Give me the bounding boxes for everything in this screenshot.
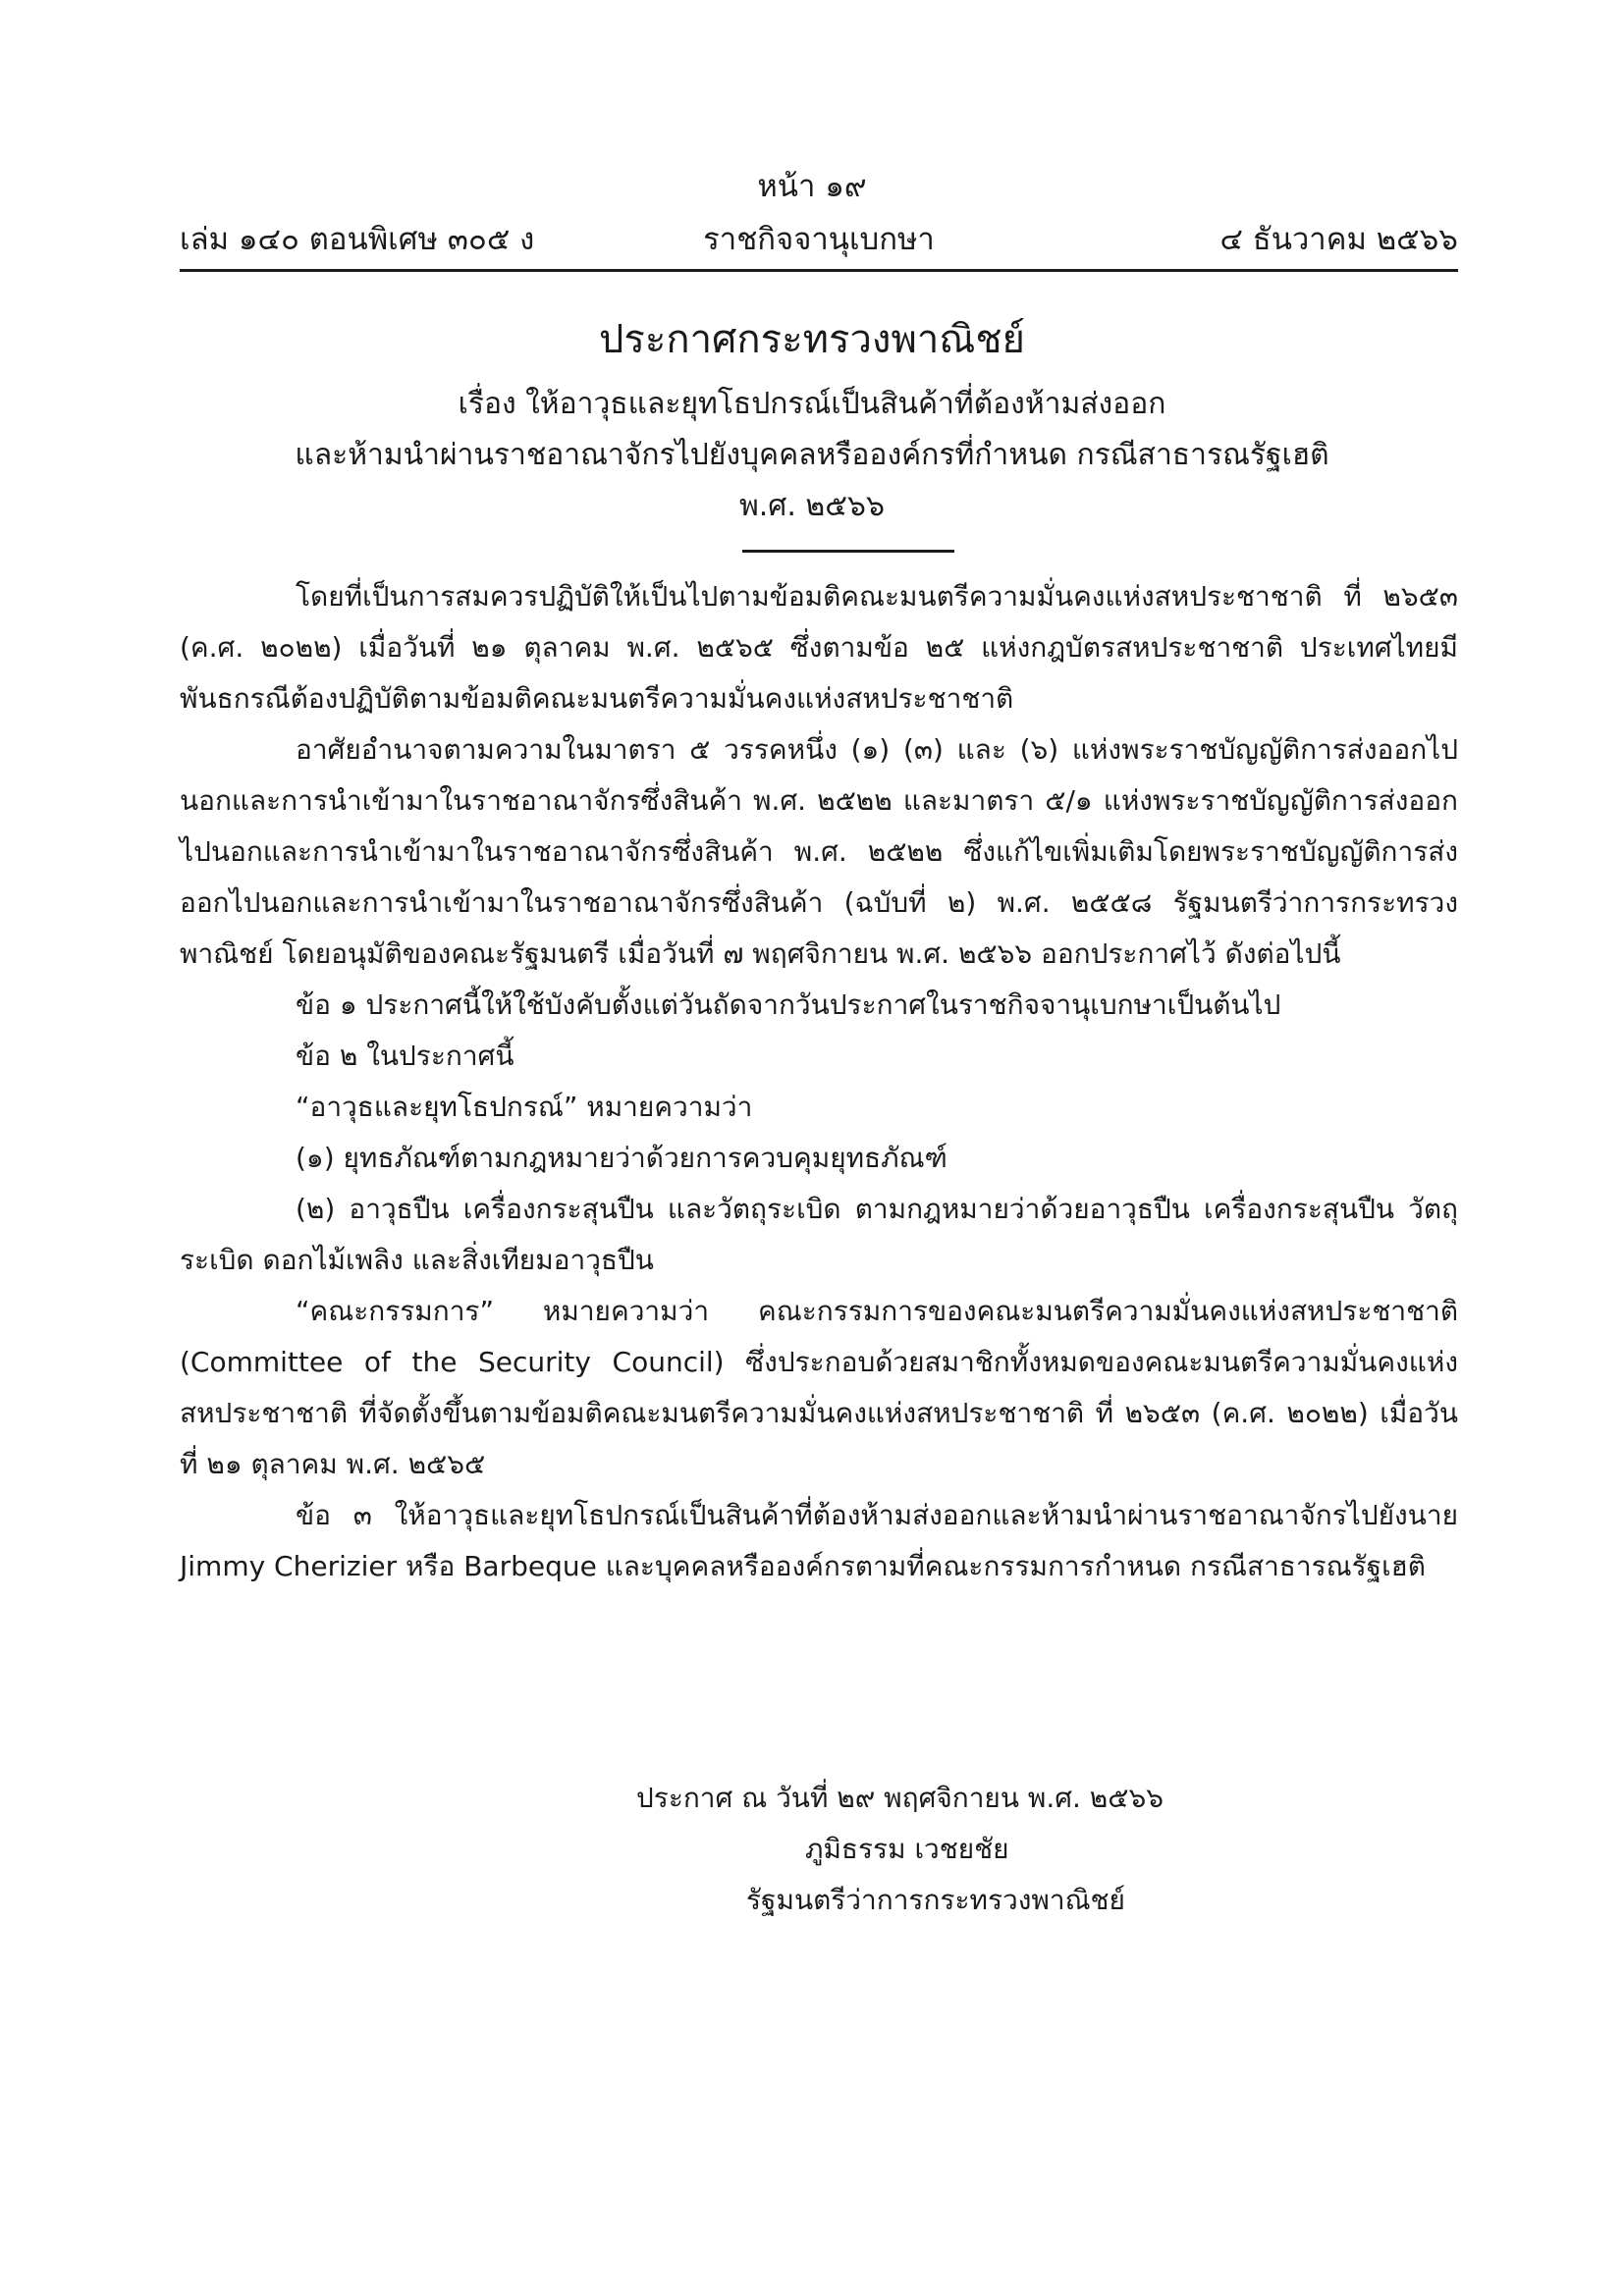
gazette-header [180,218,1458,261]
title-divider [742,550,954,553]
subject-line-2: และห้ามนำผ่านราชอาณาจักรไปยังบุคคลหรือองค์กรที่กำหนด กรณีสาธารณรัฐเฮติ [295,438,1329,472]
announcement-title: ประกาศกระทรวงพาณิชย์ [599,317,1025,362]
announcement-subject [0,379,1624,532]
signature-date: ประกาศ ณ วันที่ ๒๙ พฤศจิกายน พ.ศ. ๒๕๖๖ [636,1782,1164,1814]
subject-line-1: เรื่อง ให้อาวุธและยุทโธปกรณ์เป็นสินค้าที่ต้องห้ามส่งออก [458,387,1166,421]
signatory-position: รัฐมนตรีว่าการกระทรวงพาณิชย์ [746,1884,1125,1916]
announcement-body [180,571,1458,1592]
signatory-name: ภูมิธรรม เวชยชัย [805,1833,1009,1865]
definition-weapons-item-2: (๒) อาวุธปืน เครื่องกระสุนปืน และวัตถุระเบิด ตามกฎหมายว่าด้วยอาวุธปืน เครื่องกระสุนปืน วัตถุระเบิด ดอกไม้เพลิง และสิ่งเทียมอาวุธปืน [180,1193,1458,1276]
header-rule [180,269,1458,272]
subject-line-3: พ.ศ. ๒๕๖๖ [739,489,885,523]
volume-issue: เล่ม ๑๔๐ ตอนพิเศษ ๓๐๕ ง [180,222,535,257]
gazette-name: ราชกิจจานุเบกษา [703,222,935,257]
clause-3: ข้อ ๓ ให้อาวุธและยุทโธปกรณ์เป็นสินค้าที่ต้องห้ามส่งออกและห้ามนำผ่านราชอาณาจักรไปยังนาย Jimmy Cherizier หรือ Barbeque และบุคคลหรือองค์กรตามที่คณะกรรมการกำหนด กรณีสาธารณรัฐเฮติ [180,1499,1458,1582]
publication-date: ๔ ธันวาคม ๒๕๖๖ [1219,222,1458,257]
page-number: หน้า ๑๙ [757,169,867,204]
definition-weapons-item-1: (๑) ยุทธภัณฑ์ตามกฎหมายว่าด้วยการควบคุมยุทธภัณฑ์ [296,1142,947,1174]
definition-weapons: “อาวุธและยุทโธปกรณ์” หมายความว่า [296,1091,753,1123]
preamble-paragraph: โดยที่เป็นการสมควรปฏิบัติให้เป็นไปตามข้อมติคณะมนตรีความมั่นคงแห่งสหประชาชาติ ที่ ๒๖๕๓ (ค.ศ. ๒๐๒๒) เมื่อวันที่ ๒๑ ตุลาคม พ.ศ. ๒๕๖๕ ซึ่งตามข้อ ๒๕ แห่งกฎบัตรสหประชาชาติ ประเทศไทยมีพันธกรณีต้องปฏิบัติตามข้อมติคณะมนตรีความมั่นคงแห่งสหประชาชาติ [180,580,1458,715]
definition-committee: “คณะกรรมการ” หมายความว่า คณะกรรมการของคณะมนตรีความมั่นคงแห่งสหประชาชาติ (Committee of the Security Council) ซึ่งประกอบด้วยสมาชิกทั้งหมดของคณะมนตรีความมั่นคงแห่งสหประชาชาติ ที่จัดตั้งขึ้นตามข้อมติคณะมนตรีความมั่นคงแห่งสหประชาชาติ ที่ ๒๖๕๓ (ค.ศ. ๒๐๒๒) เมื่อวันที่ ๒๑ ตุลาคม พ.ศ. ๒๕๖๕ [180,1295,1458,1480]
authority-paragraph: อาศัยอำนาจตามความในมาตรา ๕ วรรคหนึ่ง (๑) (๓) และ (๖) แห่งพระราชบัญญัติการส่งออกไปนอกและการนำเข้ามาในราชอาณาจักรซึ่งสินค้า พ.ศ. ๒๕๒๒ และมาตรา ๕/๑ แห่งพระราชบัญญัติการส่งออกไปนอกและการนำเข้ามาในราชอาณาจักรซึ่งสินค้า พ.ศ. ๒๕๒๒ ซึ่งแก้ไขเพิ่มเติมโดยพระราชบัญญัติการส่งออกไปนอกและการนำเข้ามาในราชอาณาจักรซึ่งสินค้า (ฉบับที่ ๒) พ.ศ. ๒๕๕๘ รัฐมนตรีว่าการกระทรวงพาณิชย์ โดยอนุมัติของคณะรัฐมนตรี เมื่อวันที่ ๗ พฤศจิกายน พ.ศ. ๒๕๖๖ ออกประกาศไว้ ดังต่อไปนี้ [180,733,1458,970]
clause-2: ข้อ ๒ ในประกาศนี้ [296,1040,514,1072]
clause-1: ข้อ ๑ ประกาศนี้ให้ใช้บังคับตั้งแต่วันถัดจากวันประกาศในราชกิจจานุเบกษาเป็นต้นไป [296,988,1281,1021]
